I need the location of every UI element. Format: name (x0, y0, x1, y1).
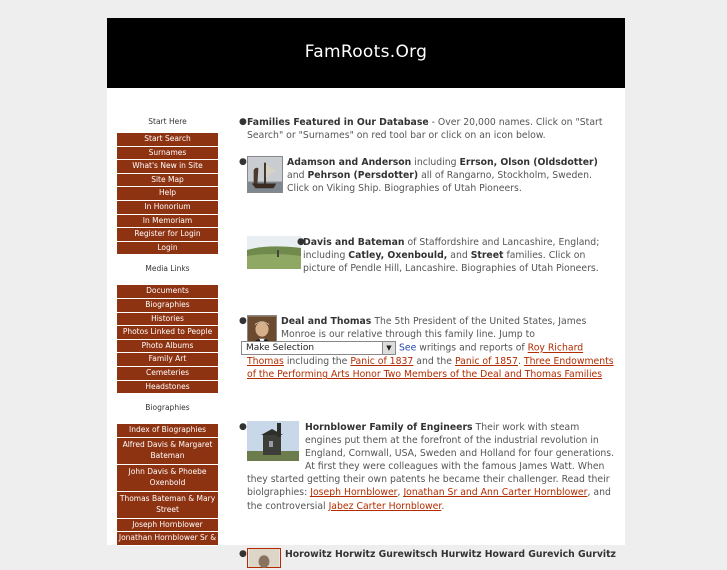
sidebar-item-alfred-davis[interactable]: Alfred Davis & Margaret Bateman (117, 438, 218, 465)
sidebar-item-register[interactable]: Register for Login (117, 228, 218, 242)
select-value: Make Selection (246, 343, 315, 354)
sidebar-item-thomas-bateman[interactable]: Thomas Bateman & Mary Street (117, 492, 218, 519)
sidebar-item-joseph-hornblower[interactable]: Joseph Hornblower (117, 519, 218, 533)
bullet-icon: ● (239, 117, 247, 127)
jonathan-ann-hornblower-link[interactable]: Jonathan Sr and Ann Carter Hornblower (403, 487, 588, 499)
sidebar-heading-media: Media Links (145, 264, 190, 274)
hornblower-text-1: , (397, 487, 404, 499)
hornblower-entry (239, 421, 617, 513)
hornblower-text-3: . (441, 500, 445, 512)
sidebar-item-headstones[interactable]: Headstones (117, 381, 218, 395)
bullet-icon: ● (239, 549, 247, 559)
sidebar-item-documents[interactable]: Documents (117, 285, 218, 299)
sidebar-item-login[interactable]: Login (117, 242, 218, 256)
page-container (107, 18, 625, 560)
deal-entry (239, 315, 617, 381)
jabez-hornblower-link[interactable]: Jabez Carter Hornblower (328, 500, 442, 512)
hornblower-title: Hornblower Family of Engineers (305, 422, 473, 433)
featured-entry (239, 116, 617, 142)
davis-text-2: and (447, 250, 471, 262)
horowitz-title: Horowitz Horwitz Gurewitsch Hurwitz Howard Gurevich Gurvitz (285, 549, 616, 560)
sidebar-item-photo-albums[interactable]: Photo Albums (117, 340, 218, 354)
pendle-hill-icon[interactable] (247, 236, 301, 269)
adamson-bold-1: Errson, Olson (Oldsdotter) (459, 157, 598, 168)
deal-text-1: writings and reports of (416, 342, 528, 354)
sidebar-item-whats-new[interactable]: What's New in Site (117, 160, 218, 174)
site-header (107, 18, 625, 88)
adamson-text-2: and (287, 170, 308, 182)
bullet-icon: ● (239, 316, 247, 326)
sidebar-item-start-search[interactable]: Start Search (117, 133, 218, 147)
panic-1857-link[interactable]: Panic of 1857 (454, 356, 518, 368)
sidebar-heading-start: Start Here (148, 117, 187, 126)
horowitz-photo-icon[interactable] (247, 548, 281, 568)
chevron-down-icon[interactable]: ▼ (382, 342, 395, 354)
joseph-hornblower-link[interactable]: Joseph Hornblower (310, 487, 398, 499)
panic-1837-link[interactable]: Panic of 1837 (350, 356, 414, 368)
davis-bold-2: Street (470, 250, 504, 262)
sidebar-item-surnames[interactable]: Surnames (117, 147, 218, 161)
three-endowments-link[interactable]: Three Endowments of the Performing Arts Honor Two Members of the Deal and Thomas Families (247, 356, 614, 381)
family-select[interactable] (241, 341, 396, 355)
adamson-title: Adamson and Anderson (287, 157, 412, 168)
sidebar-item-john-davis[interactable]: John Davis & Phoebe Oxenbold (117, 465, 218, 492)
davis-text-1: of Staffordshire and Lancashire, England; including (303, 237, 600, 262)
davis-title: Davis and Bateman (303, 237, 405, 248)
sidebar-item-histories[interactable]: Histories (117, 313, 218, 327)
deal-text-3: and the (413, 356, 455, 368)
sidebar-item-help[interactable]: Help (117, 187, 218, 201)
horowitz-entry (239, 548, 617, 570)
sidebar-item-site-map[interactable]: Site Map (117, 174, 218, 188)
sidebar-item-jonathan-hornblower[interactable]: Jonathan Hornblower Sr & (117, 532, 218, 546)
deal-title: Deal and Thomas (281, 316, 372, 327)
sidebar-item-cemeteries[interactable]: Cemeteries (117, 367, 218, 381)
sidebar-item-in-honorium[interactable]: In Honorium (117, 201, 218, 215)
site-title[interactable]: FamRoots.Org (304, 42, 428, 62)
deal-text: The 5th President of the United States, James Monroe is our relative through this family line. Jump to (281, 316, 587, 341)
featured-title: Families Featured in Our Database (247, 117, 429, 128)
adamson-entry (239, 156, 617, 195)
sidebar-heading-biographies: Biographies (145, 403, 190, 413)
roy-richard-thomas-link[interactable]: Roy Richard Thomas (247, 342, 584, 368)
adamson-bold-2: Pehrson (Persdotter) (307, 170, 419, 182)
deal-text-2: including the (283, 356, 351, 368)
adamson-text-1: including (411, 157, 460, 168)
sidebar-item-biographies[interactable]: Biographies (117, 299, 218, 313)
hornblower-text-2: , and the controversial (247, 487, 611, 512)
see-label: See (398, 342, 417, 354)
hornblower-text: Their work with steam engines put them at the forefront of the industrial revolution in England, Cornwall, USA, Sweden and Holland for four generations. At first they were colleagues with the famous James Watt. When they started getting their own patents he became their challenger. Read their biolgraphies: (247, 422, 615, 499)
bullet-icon: ● (239, 422, 247, 432)
sidebar-item-family-art[interactable]: Family Art (117, 353, 218, 367)
engine-house-icon[interactable] (247, 421, 299, 461)
viking-ship-icon[interactable] (247, 156, 283, 193)
sidebar-item-in-memoriam[interactable]: In Memoriam (117, 215, 218, 229)
bullet-icon: ● (239, 157, 247, 167)
davis-text-3: families. Click on picture of Pendle Hill, Lancashire. Biographies of Utah Pioneers. (303, 250, 599, 275)
sidebar-item-photos-linked[interactable]: Photos Linked to People (117, 326, 218, 340)
sidebar (117, 115, 218, 546)
davis-bold-1: Catley, Oxenbould, (348, 250, 448, 262)
featured-text: - Over 20,000 names. Click on "Start Search" or "Surnames" on red tool bar or click on an icon below. (247, 117, 603, 142)
davis-entry (247, 236, 617, 275)
sidebar-item-index-biographies[interactable]: Index of Biographies (117, 424, 218, 438)
bullet-icon: ● (297, 237, 305, 247)
adamson-text-3: all of Rangarno, Stockholm, Sweden. Click on Viking Ship. Biographies of Utah Pioneers. (287, 170, 592, 195)
deal-text-4: . (517, 356, 524, 368)
